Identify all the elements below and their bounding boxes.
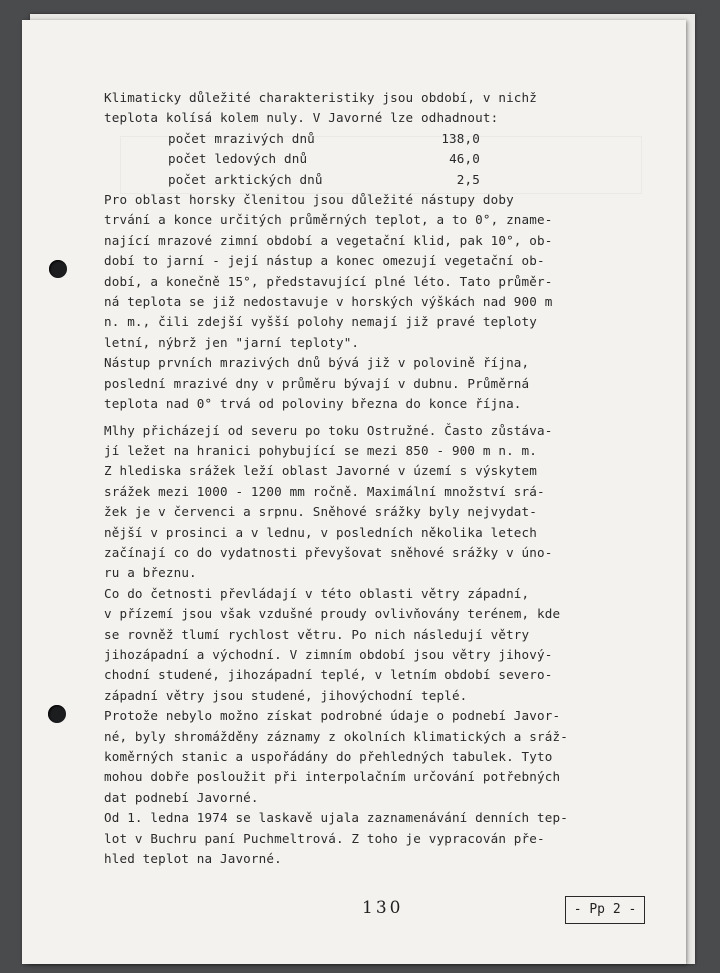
- text-line: západní větry jsou studené, jihovýchodní teplé.: [104, 687, 468, 703]
- text-line: letní, nýbrž jen "jarní teploty".: [104, 334, 360, 350]
- document-body: [104, 88, 604, 869]
- text-line: nější v prosinci a v lednu, v posledních několika letech: [104, 524, 537, 540]
- text-line: Klimaticky důležité charakteristiky jsou období, v nichž: [104, 90, 537, 105]
- text-line: chodní studené, jihozápadní teplé, v letním období severo-: [104, 667, 553, 683]
- table-row: [168, 129, 604, 149]
- intro-paragraph: [104, 88, 604, 129]
- table-row: [168, 149, 604, 169]
- table-label: počet ledových dnů: [168, 151, 308, 167]
- text-line: nající mrazové zimní období a vegetační klid, pak 10°, ob-: [104, 232, 553, 248]
- table-label: počet arktických dnů: [168, 171, 323, 187]
- table-row: [168, 170, 604, 190]
- text-line: Mlhy přicházejí od severu po toku Ostružné. Často zůstáva-: [104, 422, 553, 438]
- text-line: né, byly shromážděny záznamy z okolních klimatických a sráž-: [104, 728, 568, 744]
- text-line: poslední mrazivé dny v průměru bývají v dubnu. Průměrná: [104, 375, 530, 391]
- text-line: se rovněž tlumí rychlost větru. Po nich následují větry: [104, 626, 530, 642]
- text-line: Pro oblast horsky členitou jsou důležité nástupy doby: [104, 192, 514, 208]
- rest-paragraphs: [104, 421, 604, 870]
- text-line: Co do četnosti převládají v této oblasti větry západní,: [104, 585, 530, 601]
- punch-hole-bottom: [48, 705, 66, 723]
- text-line: dobí to jarní - její nástup a konec omezují vegetační ob-: [104, 253, 545, 269]
- text-line: Z hlediska srážek leží oblast Javorné v území s výskytem: [104, 463, 537, 479]
- text-line: koměrných stanic a uspořádány do přehledných tabulek. Tyto: [104, 749, 553, 764]
- text-line: Nástup prvních mrazivých dnů bývá již v polovině října,: [104, 355, 530, 371]
- text-line: mohou dobře posloužit při interpolačním určování potřebných: [104, 769, 561, 785]
- text-line: trvání a konce určitých průměrných teplot, a to 0°, zname-: [104, 212, 553, 228]
- day-counts-table: [168, 129, 604, 190]
- text-line: Od 1. ledna 1974 se laskavě ujala zaznamenávání denních tep-: [104, 810, 568, 826]
- main-paragraph: [104, 190, 604, 414]
- text-line: dat podnebí Javorné.: [104, 789, 259, 805]
- text-line: teplota kolísá kolem nuly. V Javorné lze odhadnout:: [104, 110, 499, 126]
- text-line: teplota nad 0° trvá od poloviny března do konce října.: [104, 396, 522, 412]
- table-value: 2,5: [456, 171, 480, 187]
- text-line: jihozápadní a východní. V zimním období jsou větry jihový-: [104, 646, 553, 662]
- punch-hole-top: [49, 260, 67, 278]
- table-value: 46,0: [449, 151, 480, 167]
- text-line: n. m., čili zdejší vyšší polohy nemají již pravé teploty: [104, 314, 537, 330]
- table-value: 138,0: [441, 130, 480, 146]
- text-line: Protože nebylo možno získat podrobné údaje o podnebí Javor-: [104, 708, 561, 724]
- text-line: hled teplot na Javorné.: [104, 851, 282, 867]
- text-line: jí ležet na hranici pohybující se mezi 850 - 900 m n. m.: [104, 442, 537, 458]
- text-line: srážek mezi 1000 - 1200 mm ročně. Maximální množství srá-: [104, 483, 545, 499]
- page-code-box: - Pp 2 -: [565, 896, 645, 924]
- text-line: ru a březnu.: [104, 565, 197, 581]
- text-line: žek je v červenci a srpnu. Sněhové srážky byly nejvydat-: [104, 504, 537, 520]
- text-line: začínají co do vydatnosti převyšovat sněhové srážky v úno-: [104, 544, 553, 560]
- text-line: ná teplota se již nedostavuje v horských výškách nad 900 m: [104, 294, 553, 310]
- text-line: v přízemí jsou však vzdušné proudy ovlivňovány terénem, kde: [104, 606, 561, 622]
- text-line: lot v Buchru paní Puchmeltrová. Z toho je vypracován pře-: [104, 830, 545, 846]
- table-label: počet mrazivých dnů: [168, 130, 315, 146]
- text-line: dobí, a konečně 15°, představující plné léto. Tato průměr-: [104, 273, 553, 289]
- page-number: 130: [362, 898, 404, 918]
